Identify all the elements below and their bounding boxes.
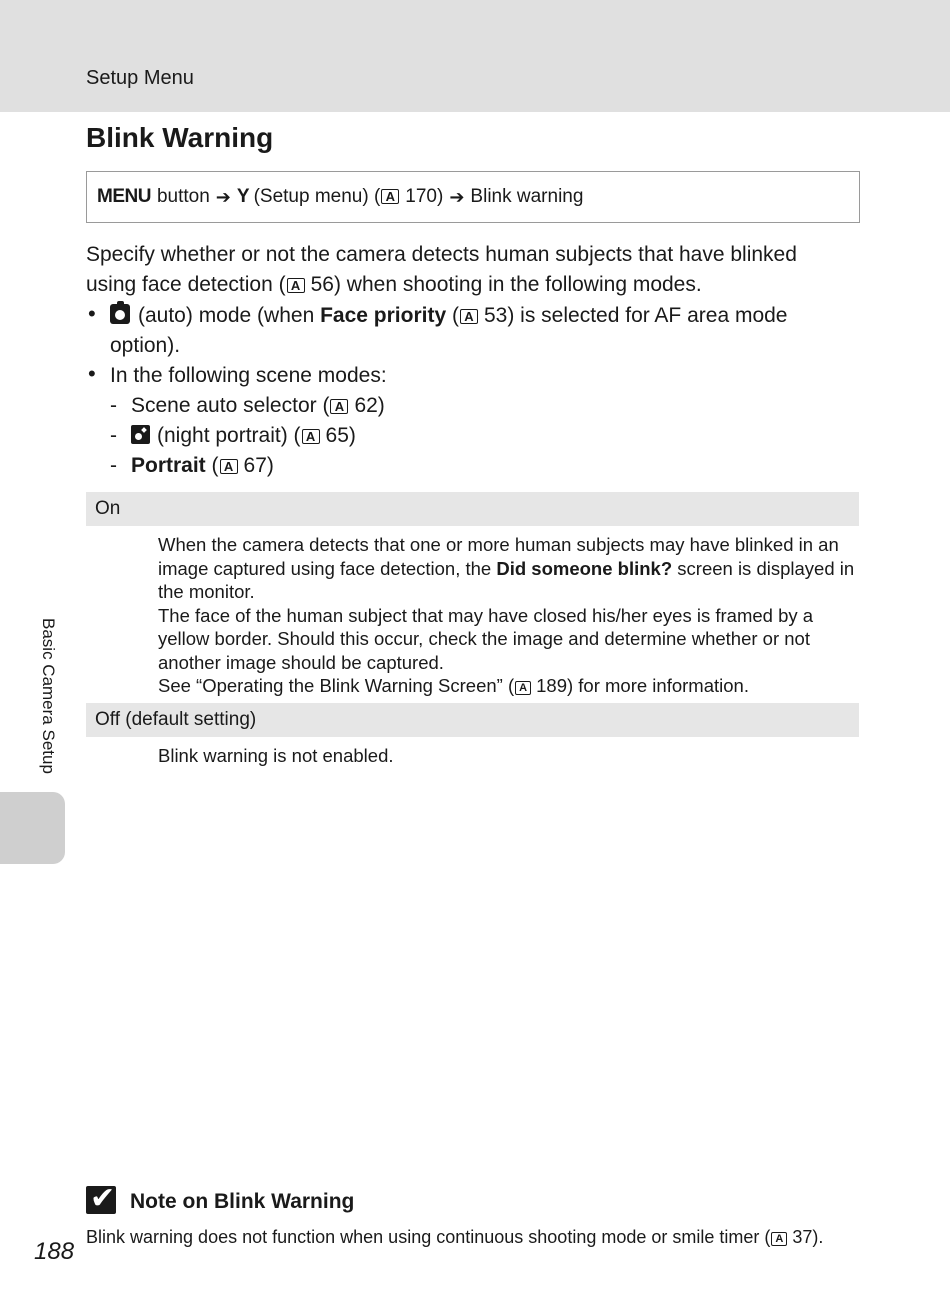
page-number: 188 (34, 1238, 75, 1265)
setup-menu-ref: 170) (405, 186, 444, 207)
menu-button-icon: MENU (97, 186, 151, 207)
bullet-auto-mode: (auto) mode (when Face priority ( A 53) is selected for AF area mode option). (110, 304, 788, 357)
menu-path-box (86, 171, 860, 223)
setup-menu-label: (Setup menu) ( (253, 186, 381, 207)
wrench-icon: Y (236, 186, 250, 207)
header-band (0, 0, 950, 112)
bullet-dot: • (88, 361, 96, 386)
did-someone-blink-label: Did someone blink? (496, 557, 673, 579)
sub-item-scene-auto: - Scene auto selector ( A 62) (110, 394, 385, 417)
face-priority-label: Face priority (320, 304, 447, 327)
book-reference-icon: A (330, 399, 348, 414)
book-reference-icon: A (460, 309, 478, 324)
side-tab-label: Basic Camera Setup (39, 618, 58, 774)
destination-label: Blink warning (470, 186, 584, 207)
book-reference-icon: A (771, 1232, 787, 1246)
arrow-right-icon: ➔ (449, 186, 465, 207)
side-tab-marker (0, 792, 65, 864)
book-reference-icon: A (220, 459, 238, 474)
page-title: Blink Warning (86, 122, 274, 153)
option-on-description: When the camera detects that one or more human subjects may have blinked in an image captured using face detection, the Did someone blink? screen is displayed in the monitor. The face of the human subject that may have closed his/her eyes is framed by a yellow border. Should this occur, check the image and determine whether or not another image should be captured. See “Operating the Blink Warning Screen” ( A 189) for more information. (158, 534, 855, 696)
note-title: Note on Blink Warning (130, 1190, 355, 1213)
section-label: Setup Menu (86, 67, 194, 89)
night-portrait-icon (131, 425, 150, 444)
note-body: Blink warning does not function when using continuous shooting mode or smile timer ( A 37). (86, 1227, 824, 1247)
bullet-scene-modes: In the following scene modes: (110, 364, 387, 387)
camera-icon (110, 304, 130, 324)
intro-text: Specify whether or not the camera detects human subjects that have blinked using face detection ( (86, 243, 797, 296)
option-off-header: Off (default setting) (86, 703, 859, 737)
book-reference-icon: A (302, 429, 320, 444)
bullet-dot: • (88, 301, 96, 326)
book-reference-icon: A (287, 278, 305, 293)
book-reference-icon: A (515, 681, 531, 695)
menu-button-label: button (156, 186, 210, 207)
sub-item-portrait: - Portrait ( A 67) (110, 454, 274, 477)
intro-ref: 56) when shooting in the following modes. (310, 273, 702, 296)
option-off-description: Blink warning is not enabled. (158, 745, 394, 766)
check-icon: ✔ (86, 1186, 116, 1214)
sub-item-night-portrait: - (night portrait) ( A 65) (110, 424, 356, 447)
book-reference-icon: A (381, 189, 399, 204)
option-on-header: On (86, 492, 859, 526)
arrow-right-icon: ➔ (215, 186, 231, 207)
intro-paragraph (86, 240, 846, 300)
